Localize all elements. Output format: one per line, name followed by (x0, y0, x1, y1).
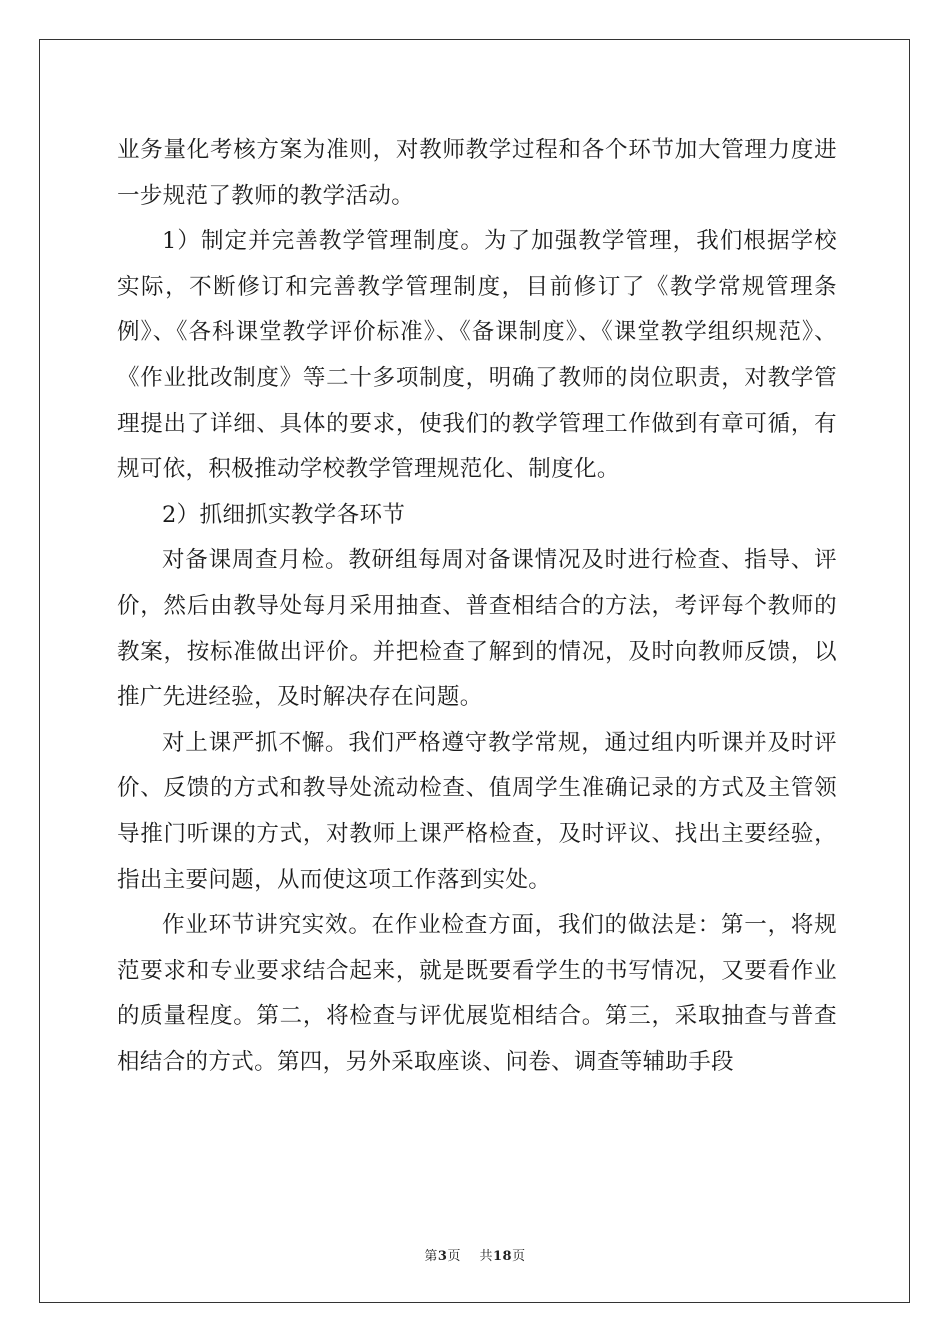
paragraph-1: 业务量化考核方案为准则，对教师教学过程和各个环节加大管理力度进一步规范了教师的教学活动。 (117, 137, 837, 209)
page-suffix: 页 (447, 1249, 461, 1264)
document-body (117, 128, 837, 1085)
page-prefix: 第 (424, 1249, 438, 1264)
paragraph-4: 对备课周查月检。教研组每周对备课情况及时进行检查、指导、评价，然后由教导处每月采用抽查、普查相结合的方法，考评每个教师的教案，按标准做出评价。并把检查了解到的情况，及时向教师反馈，以推广先进经验，及时解决存在问题。 (117, 547, 837, 711)
paragraph-2: 1）制定并完善教学管理制度。为了加强教学管理，我们根据学校实际，不断修订和完善教学管理制度，目前修订了《教学常规管理条例》、《各科课堂教学评价标准》、《备课制度》、《课堂教学组织规范》、《作业批改制度》等二十多项制度，明确了教师的岗位职责，对教学管理提出了详细、具体的要求，使我们的教学管理工作做到有章可循，有规可依，积极推动学校教学管理规范化、制度化。 (117, 228, 837, 483)
total-suffix: 页 (512, 1249, 526, 1264)
paragraph-3: 2）抓细抓实教学各环节 (162, 501, 406, 528)
page-number: 3 (437, 1249, 448, 1264)
paragraph-6: 作业环节讲究实效。在作业检查方面，我们的做法是：第一，将规范要求和专业要求结合起来，就是既要看学生的书写情况，又要看作业的质量程度。第二，将检查与评优展览相结合。第三，采取抽查与普查相结合的方式。第四，另外采取座谈、问卷、调查等辅助手段 (117, 912, 837, 1075)
page-footer (0, 1245, 950, 1264)
paragraph-5: 对上课严抓不懈。我们严格遵守教学常规，通过组内听课并及时评价、反馈的方式和教导处流动检查、值周学生准确记录的方式及主管领导推门听课的方式，对教师上课严格检查，及时评议、找出主要经验，指出主要问题，从而使这项工作落到实处。 (117, 729, 837, 893)
total-pages: 18 (493, 1249, 513, 1264)
total-prefix: 共 (479, 1249, 493, 1264)
